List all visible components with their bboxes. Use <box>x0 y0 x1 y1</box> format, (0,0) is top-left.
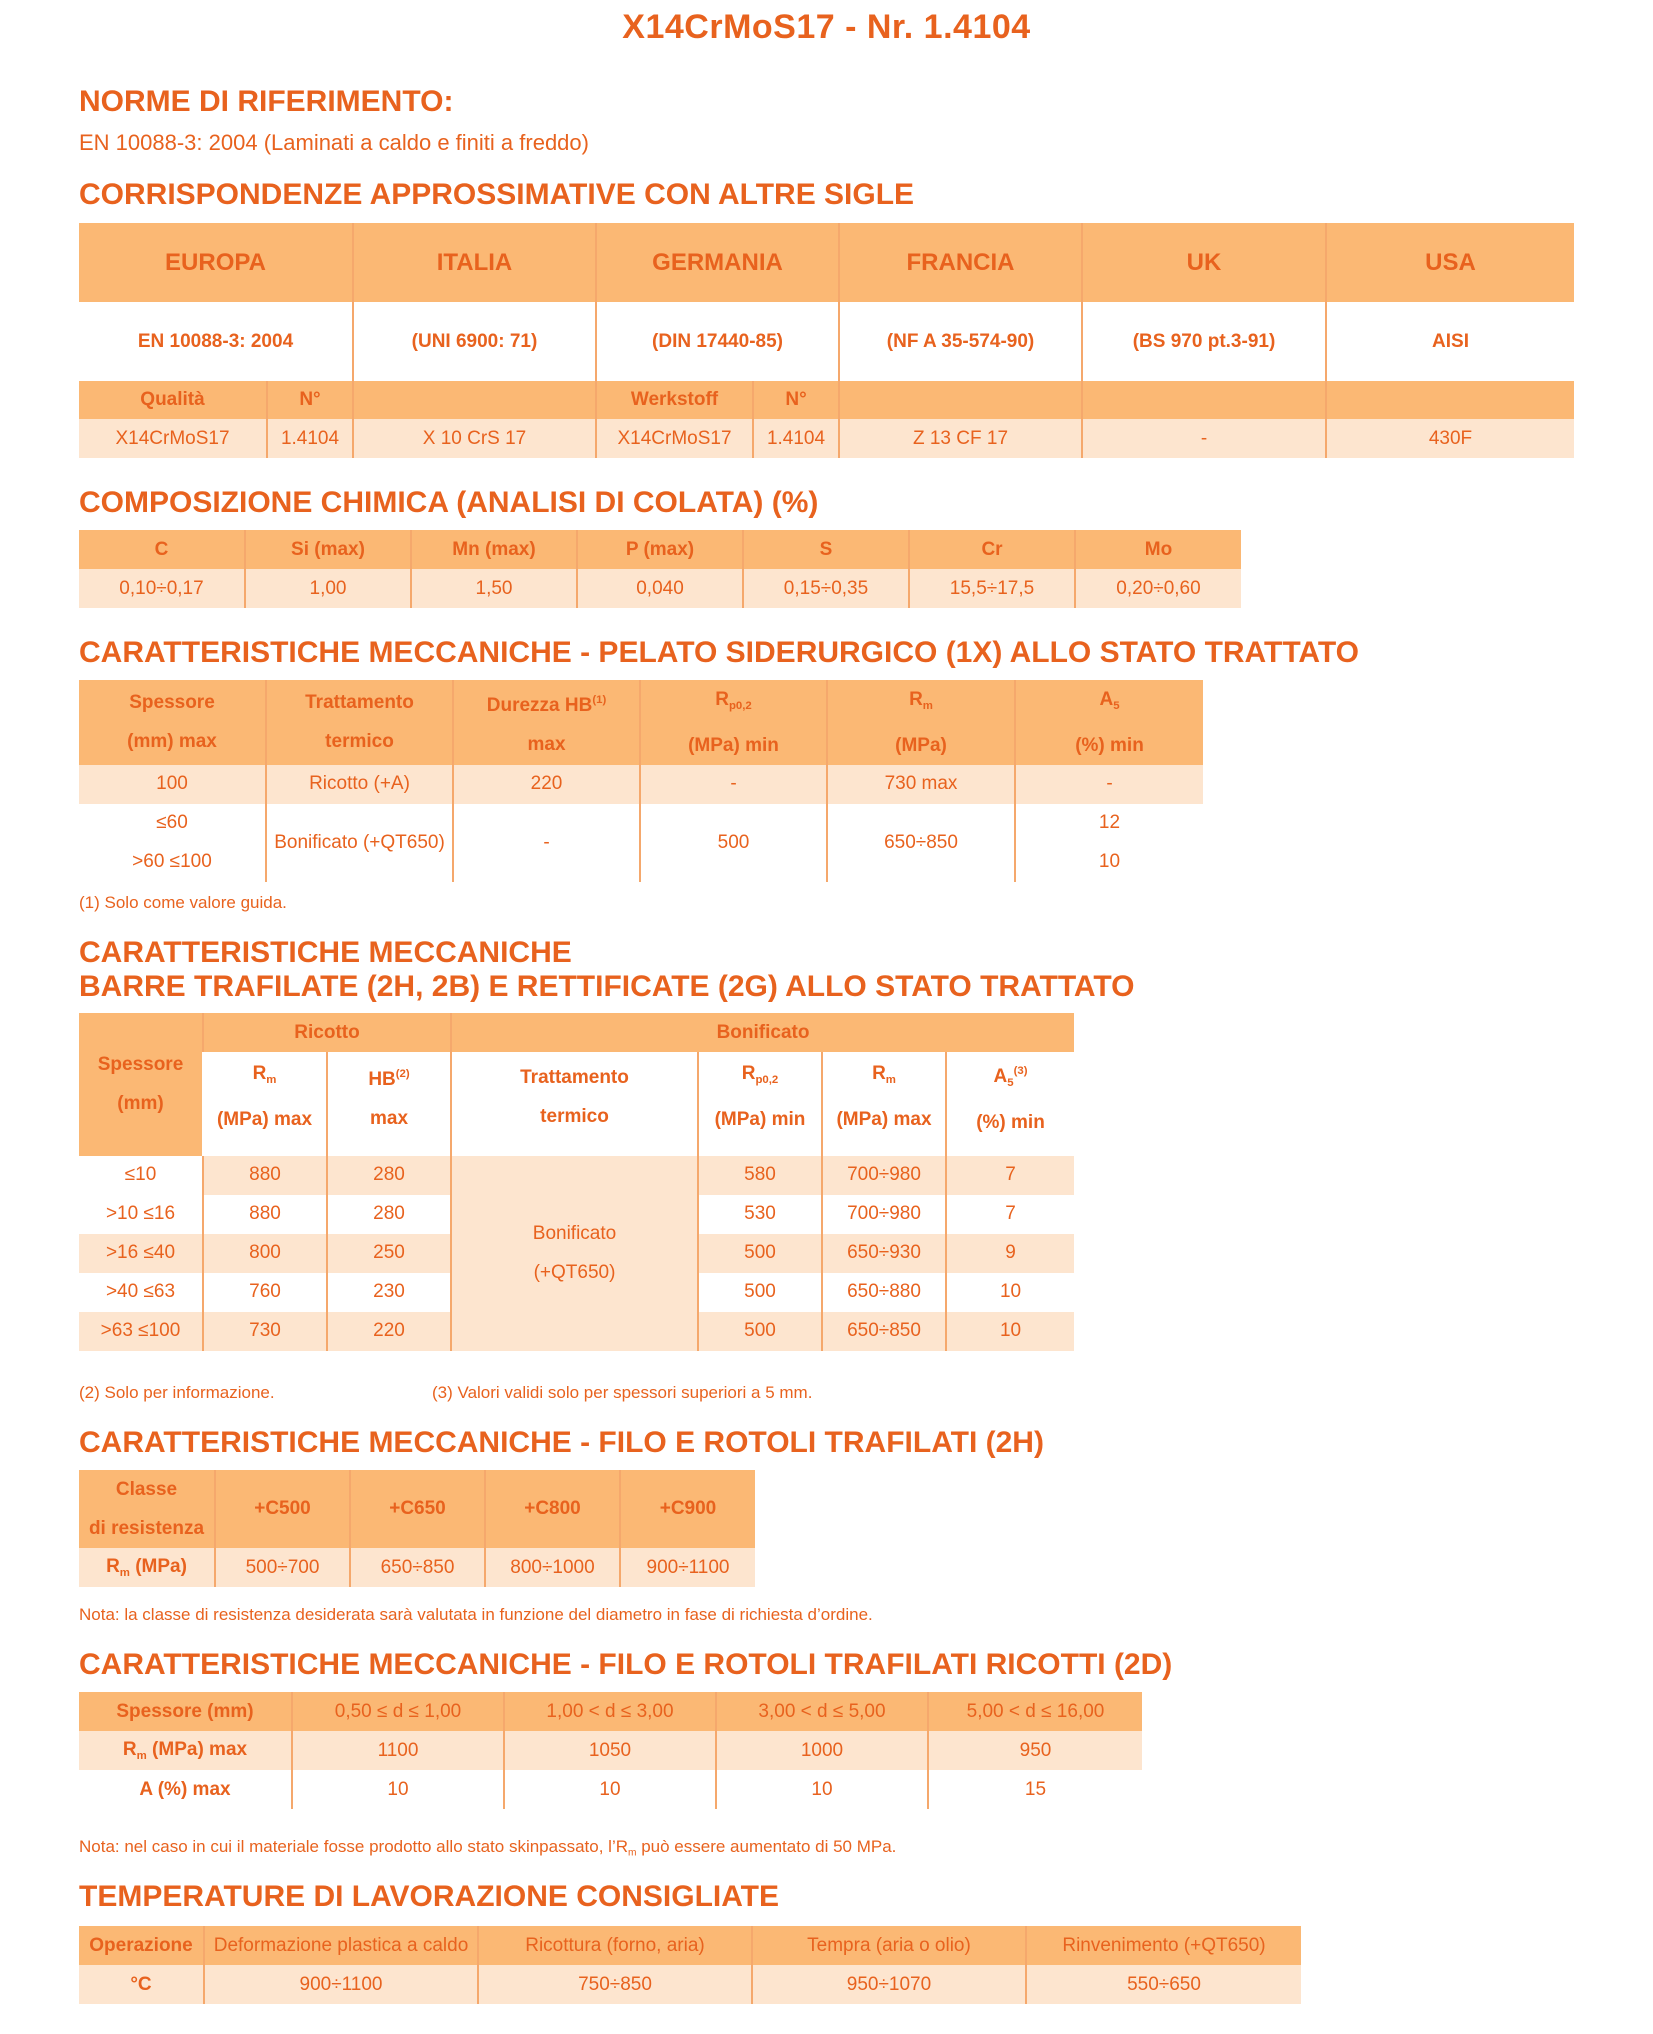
comp-value-c: 0,10÷0,17 <box>119 577 204 599</box>
value-francia: Z 13 CF 17 <box>839 419 1082 458</box>
pelato-r1-spessore: 100 <box>156 773 188 795</box>
value-germania-n: 1.4104 <box>753 419 839 458</box>
filo2h-value-c500: 500÷700 <box>215 1548 350 1587</box>
filo2d-table <box>79 1692 1142 1809</box>
filo2d-rm-4: 950 <box>928 1731 1142 1770</box>
pelato-r1-trattamento: Ricotto (+A) <box>266 765 453 804</box>
pelato-row-ricotto <box>79 765 1203 804</box>
comp-header-p: P (max) <box>577 530 743 569</box>
barre-trattamento-value: Bonificato (+QT650) <box>451 1156 698 1351</box>
label-empty-francia <box>839 381 1082 419</box>
temperature-op-rinvenimento: Rinvenimento (+QT650) <box>1026 1926 1301 1965</box>
filo2h-header-row <box>79 1470 755 1548</box>
value-usa: 430F <box>1326 419 1574 458</box>
filo2d-range-3: 3,00 < d ≤ 5,00 <box>716 1692 928 1731</box>
pelato-r2-spessore-a: ≤60 <box>156 812 188 834</box>
barre-note-3: (3) Valori validi solo per spessori superiori a 5 mm. <box>432 1383 813 1402</box>
label-n1: N° <box>267 381 353 419</box>
filo2h-value-c900: 900÷1100 <box>620 1548 755 1587</box>
standard-row <box>79 302 1574 381</box>
temperature-heading: TEMPERATURE DI LAVORAZIONE CONSIGLIATE <box>79 1880 780 1913</box>
filo2h-class-c500: +C500 <box>215 1470 350 1548</box>
filo2d-rm-label: $R_m$ (MPa) max <box>122 1739 248 1762</box>
filo2d-a-3: 10 <box>716 1770 928 1809</box>
table-row: >40 ≤63 760 230 500 650÷880 10 <box>79 1273 1074 1312</box>
table-row: >10 ≤16 880 280 530 700÷980 7 <box>79 1195 1074 1234</box>
filo2d-rm-1: 1100 <box>292 1731 504 1770</box>
filo2h-table <box>79 1470 755 1587</box>
temperature-value-rinvenimento: 550÷650 <box>1026 1965 1301 2004</box>
barre-header-rm-bonificato: $R_m$ (MPa) max <box>822 1052 946 1142</box>
label-empty-italia <box>353 381 596 419</box>
value-uk: - <box>1082 419 1326 458</box>
comp-value-p: 0,040 <box>577 569 743 608</box>
standard-uk: (BS 970 pt.3-91) <box>1082 302 1326 381</box>
country-francia: FRANCIA <box>839 223 1082 302</box>
comp-value-mo: 0,20÷0,60 <box>1075 569 1241 608</box>
pelato-heading: CARATTERISTICHE MECCANICHE - PELATO SIDERURGICO (1X) ALLO STATO TRATTATO <box>79 636 1359 669</box>
standard-germania: (DIN 17440-85) <box>596 302 839 381</box>
barre-header-hb: HB$^{(2)}$ max <box>327 1052 451 1142</box>
filo2d-note: Nota: nel caso in cui il materiale fosse prodotto allo stato skinpassato, $l’R_m$ può essere aumentato di 50 MPa. <box>79 1837 897 1859</box>
barre-header-col-row <box>79 1052 1074 1142</box>
temperature-op-tempra: Tempra (aria o olio) <box>752 1926 1026 1965</box>
country-italia: ITALIA <box>353 223 596 302</box>
label-n2: N° <box>753 381 839 419</box>
barre-header-ricotto: Ricotto <box>203 1013 451 1052</box>
filo2d-range-1: 0,50 ≤ d ≤ 1,00 <box>292 1692 504 1731</box>
pelato-r2-spessore-b: >60 ≤100 <box>132 851 212 873</box>
pelato-header-trattamento: Trattamento termico <box>266 680 453 765</box>
standard-italia: (UNI 6900: 71) <box>353 302 596 381</box>
comp-header-si: Si (max) <box>245 530 411 569</box>
comp-value-mn: 1,50 <box>411 569 577 608</box>
standard-francia: (NF A 35-574-90) <box>839 302 1082 381</box>
temperature-value-ricottura: 750÷850 <box>478 1965 752 2004</box>
country-germania: GERMANIA <box>596 223 839 302</box>
standard-usa: AISI <box>1326 302 1574 381</box>
value-europa-n: 1.4104 <box>267 419 353 458</box>
country-europa: EUROPA <box>165 248 266 276</box>
label-werkstoff: Werkstoff <box>596 381 753 419</box>
barre-header-spessore: Spessore (mm) <box>97 1054 184 1115</box>
comp-header-c: C <box>154 538 169 560</box>
barre-header-spacer <box>79 1142 1074 1156</box>
filo2h-header-classe: Classe di resistenza <box>88 1479 205 1539</box>
pelato-r2-hb: - <box>453 804 640 882</box>
pelato-r2-a-a: 12 <box>1015 804 1203 843</box>
barre-heading-1: CARATTERISTICHE MECCANICHE <box>79 936 572 969</box>
pelato-header-durezza: Durezza HB$^{(1)}$ max <box>453 680 640 765</box>
pelato-header-row <box>79 680 1203 765</box>
filo2d-header-spessore: Spessore (mm) <box>116 1700 254 1722</box>
filo2d-rm-3: 1000 <box>716 1731 928 1770</box>
pelato-header-spessore: Spessore (mm) max <box>127 692 217 753</box>
pelato-header-rm: $R_m$ (MPa) <box>827 680 1015 765</box>
temperature-header-operazione: Operazione <box>89 1934 193 1956</box>
barre-header-a5: $A_5^{(3)}$ (%) min <box>946 1052 1074 1142</box>
label-row <box>79 381 1574 419</box>
composizione-table <box>79 530 1241 608</box>
temperature-op-deformazione: Deformazione plastica a caldo <box>204 1926 478 1965</box>
pelato-r1-a: - <box>1015 765 1203 804</box>
table-row: ≤10 880 280 Bonificato (+QT650) 580 700÷980 7 <box>79 1156 1074 1195</box>
pelato-header-a5: $A_5$ (%) min <box>1015 680 1203 765</box>
barre-header-group-row <box>79 1013 1074 1052</box>
pelato-r2-rm: 650÷850 <box>827 804 1015 882</box>
norme-heading: NORME DI RIFERIMENTO: <box>79 85 454 118</box>
country-uk: UK <box>1082 223 1326 302</box>
pelato-r2-a-b: 10 <box>1015 843 1203 882</box>
temperature-unit: °C <box>130 1973 152 1995</box>
value-row <box>79 419 1574 458</box>
temperature-op-ricottura: Ricottura (forno, aria) <box>478 1926 752 1965</box>
filo2d-header-row <box>79 1692 1142 1731</box>
corrispondenze-heading: CORRISPONDENZE APPROSSIMATIVE CON ALTRE SIGLE <box>79 178 915 211</box>
barre-table <box>79 1013 1074 1351</box>
comp-header-mn: Mn (max) <box>411 530 577 569</box>
filo2h-heading: CARATTERISTICHE MECCANICHE - FILO E ROTOLI TRAFILATI (2H) <box>79 1426 1044 1459</box>
label-qualita: Qualità <box>140 389 205 410</box>
composizione-value-row <box>79 569 1241 608</box>
comp-value-s: 0,15÷0,35 <box>743 569 909 608</box>
comp-header-mo: Mo <box>1075 530 1241 569</box>
filo2h-value-row <box>79 1548 755 1587</box>
filo2d-a-label: A (%) max <box>139 1778 231 1800</box>
pelato-r2-rp: 500 <box>640 804 827 882</box>
filo2h-class-c900: +C900 <box>620 1470 755 1548</box>
table-row: >63 ≤100 730 220 500 650÷850 10 <box>79 1312 1074 1351</box>
temperature-value-tempra: 950÷1070 <box>752 1965 1026 2004</box>
filo2h-class-c650: +C650 <box>350 1470 485 1548</box>
pelato-note: (1) Solo come valore guida. <box>79 893 287 912</box>
table-row: >16 ≤40 800 250 500 650÷930 9 <box>79 1234 1074 1273</box>
pelato-header-rp02: $R_{p0,2}$ (MPa) min <box>640 680 827 765</box>
comp-header-cr: Cr <box>909 530 1075 569</box>
pelato-r1-rp: - <box>640 765 827 804</box>
pelato-table <box>79 680 1203 882</box>
filo2d-a-row <box>79 1770 1142 1809</box>
temperature-header-row <box>79 1926 1301 1965</box>
barre-heading-2: BARRE TRAFILATE (2H, 2B) E RETTIFICATE (2G) ALLO STATO TRATTATO <box>79 970 1135 1003</box>
label-empty-uk <box>1082 381 1326 419</box>
barre-header-trattamento: Trattamento termico <box>451 1052 698 1142</box>
barre-note-2: (2) Solo per informazione. <box>79 1383 275 1402</box>
corrispondenze-table <box>79 223 1574 458</box>
filo2d-range-4: 5,00 < d ≤ 16,00 <box>928 1692 1142 1731</box>
pelato-r1-hb: 220 <box>453 765 640 804</box>
filo2h-value-c650: 650÷850 <box>350 1548 485 1587</box>
comp-value-cr: 15,5÷17,5 <box>909 569 1075 608</box>
filo2d-heading: CARATTERISTICHE MECCANICHE - FILO E ROTOLI TRAFILATI RICOTTI (2D) <box>79 1648 1173 1681</box>
pelato-r1-rm: 730 max <box>827 765 1015 804</box>
standard-europa: EN 10088-3: 2004 <box>137 330 294 352</box>
pelato-r2-trattamento: Bonificato (+QT650) <box>266 804 453 882</box>
filo2d-rm-2: 1050 <box>504 1731 716 1770</box>
filo2d-range-2: 1,00 < d ≤ 3,00 <box>504 1692 716 1731</box>
norme-text: EN 10088-3: 2004 (Laminati a caldo e finiti a freddo) <box>79 130 589 155</box>
barre-header-bonificato: Bonificato <box>451 1013 1074 1052</box>
value-europa-qualita: X14CrMoS17 <box>115 427 230 449</box>
value-germania-werkstoff: X14CrMoS17 <box>596 419 753 458</box>
filo2h-rm-label: $R_m$ (MPa) <box>106 1556 187 1579</box>
page-title: X14CrMoS17 - Nr. 1.4104 <box>622 8 1031 46</box>
filo2d-a-1: 10 <box>292 1770 504 1809</box>
comp-value-si: 1,00 <box>245 569 411 608</box>
value-italia: X 10 CrS 17 <box>353 419 596 458</box>
comp-header-s: S <box>743 530 909 569</box>
country-usa: USA <box>1326 223 1574 302</box>
label-empty-usa <box>1326 381 1574 419</box>
filo2h-note: Nota: la classe di resistenza desiderata sarà valutata in funzione del diametro in fase di richiesta d’ordine. <box>79 1605 873 1624</box>
temperature-value-row <box>79 1965 1301 2004</box>
filo2d-a-4: 15 <box>928 1770 1142 1809</box>
filo2h-class-c800: +C800 <box>485 1470 620 1548</box>
filo2d-rm-row <box>79 1731 1142 1770</box>
barre-header-rm-ricotto: $R_m$ (MPa) max <box>216 1063 313 1131</box>
composizione-header-row <box>79 530 1241 569</box>
country-row <box>79 223 1574 302</box>
composizione-heading: COMPOSIZIONE CHIMICA (ANALISI DI COLATA) (%) <box>79 486 819 519</box>
temperature-value-deformazione: 900÷1100 <box>204 1965 478 2004</box>
barre-header-rp02: $R_{p0,2}$ (MPa) min <box>698 1052 822 1142</box>
filo2h-value-c800: 800÷1000 <box>485 1548 620 1587</box>
pelato-row-bonificato-a <box>79 804 1203 843</box>
filo2d-a-2: 10 <box>504 1770 716 1809</box>
temperature-table <box>79 1926 1301 2004</box>
